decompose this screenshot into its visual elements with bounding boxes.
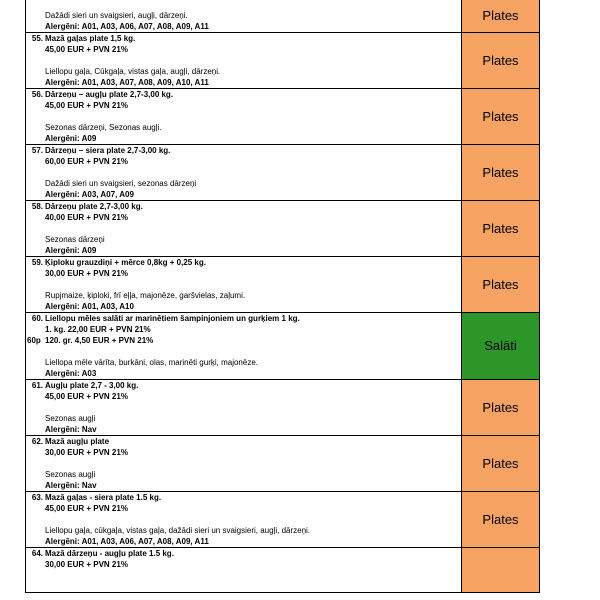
item-allergens-line [26, 536, 461, 547]
category-label: Plates [482, 108, 519, 124]
item-title: Dārzeņu – augļu plate 2,7-3,00 kg. [45, 90, 174, 99]
item-description: Liellopu gaļa, cūkgaļa, vistas gaļa, dažādi sieri un svaigsieri, augļi, dārzeņi. [45, 526, 311, 535]
item-allergens-line [26, 133, 461, 144]
item-details-cell [26, 436, 462, 492]
item-description-line [26, 525, 461, 536]
item-price: 40,00 EUR + PVN 21% [45, 213, 128, 222]
item-price-line [26, 335, 461, 346]
category-badge [462, 89, 540, 145]
menu-item-row [26, 380, 540, 436]
item-details-cell [26, 0, 462, 33]
item-number: 55. [31, 34, 43, 43]
category-badge [462, 492, 540, 548]
item-price: 45,00 EUR + PVN 21% [45, 392, 128, 401]
item-allergens: Alergēni: A03 [45, 369, 97, 378]
menu-item-row [26, 0, 540, 33]
category-label: Plates [482, 164, 519, 180]
item-price-line [26, 447, 461, 458]
menu-item-row [26, 145, 540, 201]
item-price-line [26, 324, 461, 335]
item-price-line [26, 503, 461, 514]
menu-item-row [26, 436, 540, 492]
item-title-line [26, 33, 461, 44]
item-title: Liellopu mēles salāti ar marinētiem šampinjoniem un gurķiem 1 kg. [45, 314, 300, 323]
item-price: 45,00 EUR + PVN 21% [45, 45, 128, 54]
item-price: 60,00 EUR + PVN 21% [45, 157, 128, 166]
item-variant-code: 60p [27, 336, 41, 345]
item-price: 45,00 EUR + PVN 21% [45, 504, 128, 513]
item-allergens-line [26, 424, 461, 435]
item-allergens: Alergēni: Nav [45, 481, 97, 490]
item-details-cell [26, 89, 462, 145]
item-title: Mazā augļu plate [45, 437, 110, 446]
category-badge [462, 380, 540, 436]
item-description-line [26, 122, 461, 133]
item-allergens: Alergēni: A09 [45, 134, 97, 143]
item-description: Sezonas dārzeņi [45, 235, 105, 244]
category-label: Plates [482, 220, 519, 236]
item-number: 57. [31, 146, 43, 155]
spacer [26, 279, 461, 290]
spacer [26, 514, 461, 525]
item-price-line [26, 268, 461, 279]
spacer [26, 458, 461, 469]
item-details-cell [26, 145, 462, 201]
item-number: 60. [31, 314, 43, 323]
item-description: Sezonas augļi [45, 414, 96, 423]
item-title: Mazā gaļas - siera plate 1.5 kg. [45, 493, 162, 502]
menu-item-row [26, 492, 540, 548]
item-title: Mazā dārzeņu - augļu plate 1.5 kg. [45, 549, 174, 558]
category-label: Plates [482, 7, 519, 23]
item-details-cell [26, 33, 462, 89]
item-description: Liellopu gaļa, Cūkgaļa, vistas gaļa, augļi, dārzeņi. [45, 67, 221, 76]
item-title-line [26, 201, 461, 212]
item-details-cell [26, 380, 462, 436]
spacer [26, 570, 461, 581]
item-title: Augļu plate 2,7 - 3,00 kg. [45, 381, 139, 390]
item-allergens-line [26, 480, 461, 491]
category-label: Plates [482, 276, 519, 292]
item-allergens: Alergēni: A01, A03, A07, A08, A09, A10, A11 [45, 78, 209, 87]
spacer [26, 111, 461, 122]
item-number: 61. [31, 381, 43, 390]
item-description-line [26, 178, 461, 189]
item-allergens: Alergēni: A01, A03, A06, A07, A08, A09, A11 [45, 22, 209, 31]
item-title-line [26, 89, 461, 100]
item-details-cell [26, 492, 462, 548]
item-allergens-line [26, 21, 461, 32]
category-label: Plates [482, 52, 519, 68]
item-description: Dažādi sieri un svaigsieri, sezonas dārzeņi [45, 179, 197, 188]
item-price: 45,00 EUR + PVN 21% [45, 101, 128, 110]
item-description: Liellopa mēle vārīta, burkāni, olas, marinēti gurķi, majonēze. [45, 358, 258, 367]
category-badge [462, 0, 540, 33]
item-title: Dārzeņu – siera plate 2,7-3,00 kg. [45, 146, 171, 155]
item-title-line [26, 492, 461, 503]
item-number: 64. [31, 549, 43, 558]
item-price-line [26, 391, 461, 402]
item-description: Rupjmaize, ķiploki, frī eļļa, majonēze, garšvielas, zaļumi. [45, 291, 246, 300]
item-price: 30,00 EUR + PVN 21% [45, 269, 128, 278]
item-title: Ķiploku grauzdiņi + mērce 0,8kg + 0,25 kg. [45, 258, 206, 267]
category-label: Plates [482, 399, 519, 415]
item-title-line [26, 313, 461, 324]
item-number: 62. [31, 437, 43, 446]
item-price-line [26, 559, 461, 570]
item-title-line [26, 380, 461, 391]
menu-table [25, 0, 540, 593]
item-description-line [26, 10, 461, 21]
item-number: 63. [31, 493, 43, 502]
item-price-line [26, 212, 461, 223]
item-allergens-line [26, 301, 461, 312]
item-details-cell [26, 548, 462, 593]
item-title-line [26, 257, 461, 268]
menu-item-row [26, 33, 540, 89]
item-price: 120. gr. 4,50 EUR + PVN 21% [45, 336, 154, 345]
menu-item-row [26, 89, 540, 145]
item-description: Sezonas augļi [45, 470, 96, 479]
item-number: 59. [31, 258, 43, 267]
menu-item-row [26, 548, 540, 593]
item-number: 58. [31, 202, 43, 211]
category-label: Salāti [484, 338, 517, 353]
item-price: 30,00 EUR + PVN 21% [45, 560, 128, 569]
menu-item-row [26, 313, 540, 380]
category-badge [462, 436, 540, 492]
item-description-line [26, 234, 461, 245]
item-title: Dārzeņu plate 2,7-3,00 kg. [45, 202, 143, 211]
item-allergens: Alergēni: A09 [45, 246, 97, 255]
item-price: 30,00 EUR + PVN 21% [45, 448, 128, 457]
item-number: 56. [31, 90, 43, 99]
category-badge [462, 313, 540, 380]
spacer [26, 167, 461, 178]
menu-item-row [26, 257, 540, 313]
spacer [26, 581, 461, 592]
item-allergens: Alergēni: A01, A03, A06, A07, A08, A09, A11 [45, 537, 209, 546]
category-badge [462, 548, 540, 593]
item-description-line [26, 66, 461, 77]
item-allergens-line [26, 189, 461, 200]
menu-item-row [26, 201, 540, 257]
spacer [26, 55, 461, 66]
item-allergens: Alergēni: A03, A07, A09 [45, 190, 134, 199]
item-allergens: Alergēni: A01, A03, A10 [45, 302, 134, 311]
category-label: Plates [482, 511, 519, 527]
item-price-line [26, 156, 461, 167]
spacer [26, 0, 461, 10]
spacer [26, 402, 461, 413]
item-description-line [26, 290, 461, 301]
spacer [26, 346, 461, 357]
item-description: Dažādi sieri un svaigsieri, augļi, dārzeņi. [45, 11, 188, 20]
item-title-line [26, 436, 461, 447]
item-details-cell [26, 201, 462, 257]
item-description: Sezonas dārzeņi, Sezonas augļi. [45, 123, 162, 132]
item-title: Mazā gaļas plate 1,5 kg. [45, 34, 136, 43]
category-badge [462, 145, 540, 201]
item-allergens-line [26, 245, 461, 256]
item-description-line [26, 357, 461, 368]
item-title-line [26, 548, 461, 559]
item-title-line [26, 145, 461, 156]
item-allergens-line [26, 368, 461, 379]
item-price-line [26, 44, 461, 55]
item-allergens: Alergēni: Nav [45, 425, 97, 434]
category-badge [462, 33, 540, 89]
item-description-line [26, 469, 461, 480]
category-label: Plates [482, 455, 519, 471]
item-description-line [26, 413, 461, 424]
item-details-cell [26, 257, 462, 313]
item-details-cell [26, 313, 462, 380]
item-price: 1. kg. 22,00 EUR + PVN 21% [45, 325, 151, 334]
item-price-line [26, 100, 461, 111]
item-allergens-line [26, 77, 461, 88]
category-badge [462, 201, 540, 257]
category-badge [462, 257, 540, 313]
spacer [26, 223, 461, 234]
